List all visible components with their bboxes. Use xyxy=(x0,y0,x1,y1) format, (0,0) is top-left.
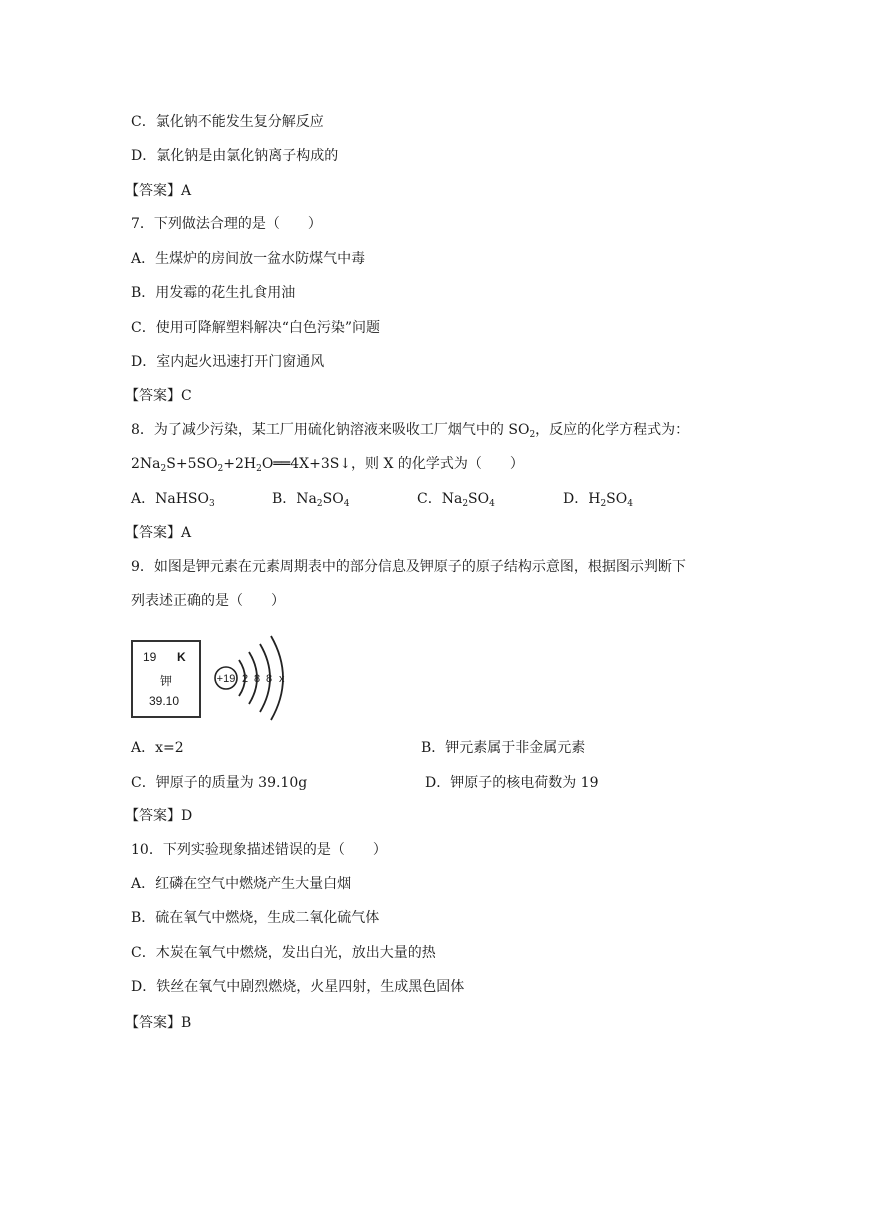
eq-part: O══4X+3S↓，则 X 的化学式为（ ） xyxy=(261,456,524,472)
q8-stem xyxy=(131,420,689,445)
opt-sub: 2 xyxy=(600,499,607,509)
q8-equation xyxy=(131,454,524,479)
eq-part: S+5SO xyxy=(166,456,218,472)
shell-2-electrons: 8 xyxy=(254,673,261,685)
q9-option-a: A．x=2 xyxy=(131,740,184,756)
q7-stem: 7．下列做法合理的是（ ） xyxy=(131,216,322,232)
nucleus-charge: +19 xyxy=(216,673,236,685)
atom-structure-diagram xyxy=(209,632,309,724)
q10-stem: 10．下列实验现象描述错误的是（ ） xyxy=(131,842,387,858)
opt-text: C．Na xyxy=(417,491,463,507)
q10-option-c: C．木炭在氧气中燃烧，发出白光，放出大量的热 xyxy=(131,945,436,961)
opt-text: A．NaHSO xyxy=(131,491,209,507)
q9-answer: 【答案】D xyxy=(125,808,193,824)
opt-sub: 3 xyxy=(208,499,215,509)
q6-answer: 【答案】A xyxy=(125,183,192,199)
q6-option-d: D．氯化钠是由氯化钠离子构成的 xyxy=(131,148,339,164)
atomic-mass: 39.10 xyxy=(149,694,180,708)
element-name: 钾 xyxy=(160,674,173,688)
q8-option-c xyxy=(417,489,495,514)
q6-option-c: C．氯化钠不能发生复分解反应 xyxy=(131,114,324,130)
q10-option-d: D．铁丝在氧气中剧烈燃烧，火星四射，生成黑色固体 xyxy=(131,979,465,995)
q7-option-b: B．用发霉的花生扎食用油 xyxy=(131,285,296,301)
q10-answer: 【答案】B xyxy=(125,1015,192,1031)
shell-4-electrons: x xyxy=(279,673,285,685)
q8-answer: 【答案】A xyxy=(125,525,192,541)
opt-text: SO xyxy=(606,491,628,507)
element-card xyxy=(131,640,201,718)
q10-option-b: B．硫在氧气中燃烧，生成二氧化硫气体 xyxy=(131,910,380,926)
eq-part: 2Na xyxy=(131,456,161,472)
q7-option-d: D．室内起火迅速打开门窗通风 xyxy=(131,354,325,370)
q8-stem-text-2: ，反应的化学方程式为： xyxy=(535,422,690,438)
eq-part: +2H xyxy=(223,456,257,472)
opt-sub: 4 xyxy=(627,499,633,509)
element-symbol: K xyxy=(177,650,186,664)
eq-sub: 2 xyxy=(217,464,224,474)
atomic-number: 19 xyxy=(143,650,157,664)
q7-answer: 【答案】C xyxy=(125,388,192,404)
opt-text: SO xyxy=(322,491,344,507)
q7-option-c: C．使用可降解塑料解决“白色污染”问题 xyxy=(131,320,381,336)
q8-option-b xyxy=(272,489,349,514)
eq-sub: 2 xyxy=(256,464,262,474)
q9-option-d: D．钾原子的核电荷数为 19 xyxy=(425,775,599,791)
opt-sub: 4 xyxy=(489,499,495,509)
eq-sub: 2 xyxy=(160,464,167,474)
q9-option-c: C．钾原子的质量为 39.10g xyxy=(131,775,308,791)
q8-option-a xyxy=(131,489,215,514)
q9-stem-line2: 列表述正确的是（ ） xyxy=(131,593,285,609)
shell-1-electrons: 2 xyxy=(242,673,249,685)
q8-option-d xyxy=(563,489,633,514)
shell-3-electrons: 8 xyxy=(266,673,273,685)
q7-option-a: A．生煤炉的房间放一盆水防煤气中毒 xyxy=(131,251,366,267)
opt-sub: 2 xyxy=(462,499,469,509)
q9-stem-line1: 9．如图是钾元素在元素周期表中的部分信息及钾原子的原子结构示意图，根据图示判断下 xyxy=(131,559,686,575)
q10-option-a: A．红磷在空气中燃烧产生大量白烟 xyxy=(131,876,352,892)
q9-option-b: B．钾元素属于非金属元素 xyxy=(421,740,586,756)
opt-text: SO xyxy=(468,491,490,507)
q8-stem-text: 8．为了减少污染，某工厂用硫化钠溶液来吸收工厂烟气中的 SO xyxy=(131,422,530,438)
opt-text: D．H xyxy=(563,491,601,507)
potassium-figure xyxy=(131,632,311,724)
opt-sub: 4 xyxy=(343,499,350,509)
opt-text: B．Na xyxy=(272,491,317,507)
opt-sub: 2 xyxy=(316,499,323,509)
q8-stem-sub: 2 xyxy=(529,430,536,440)
